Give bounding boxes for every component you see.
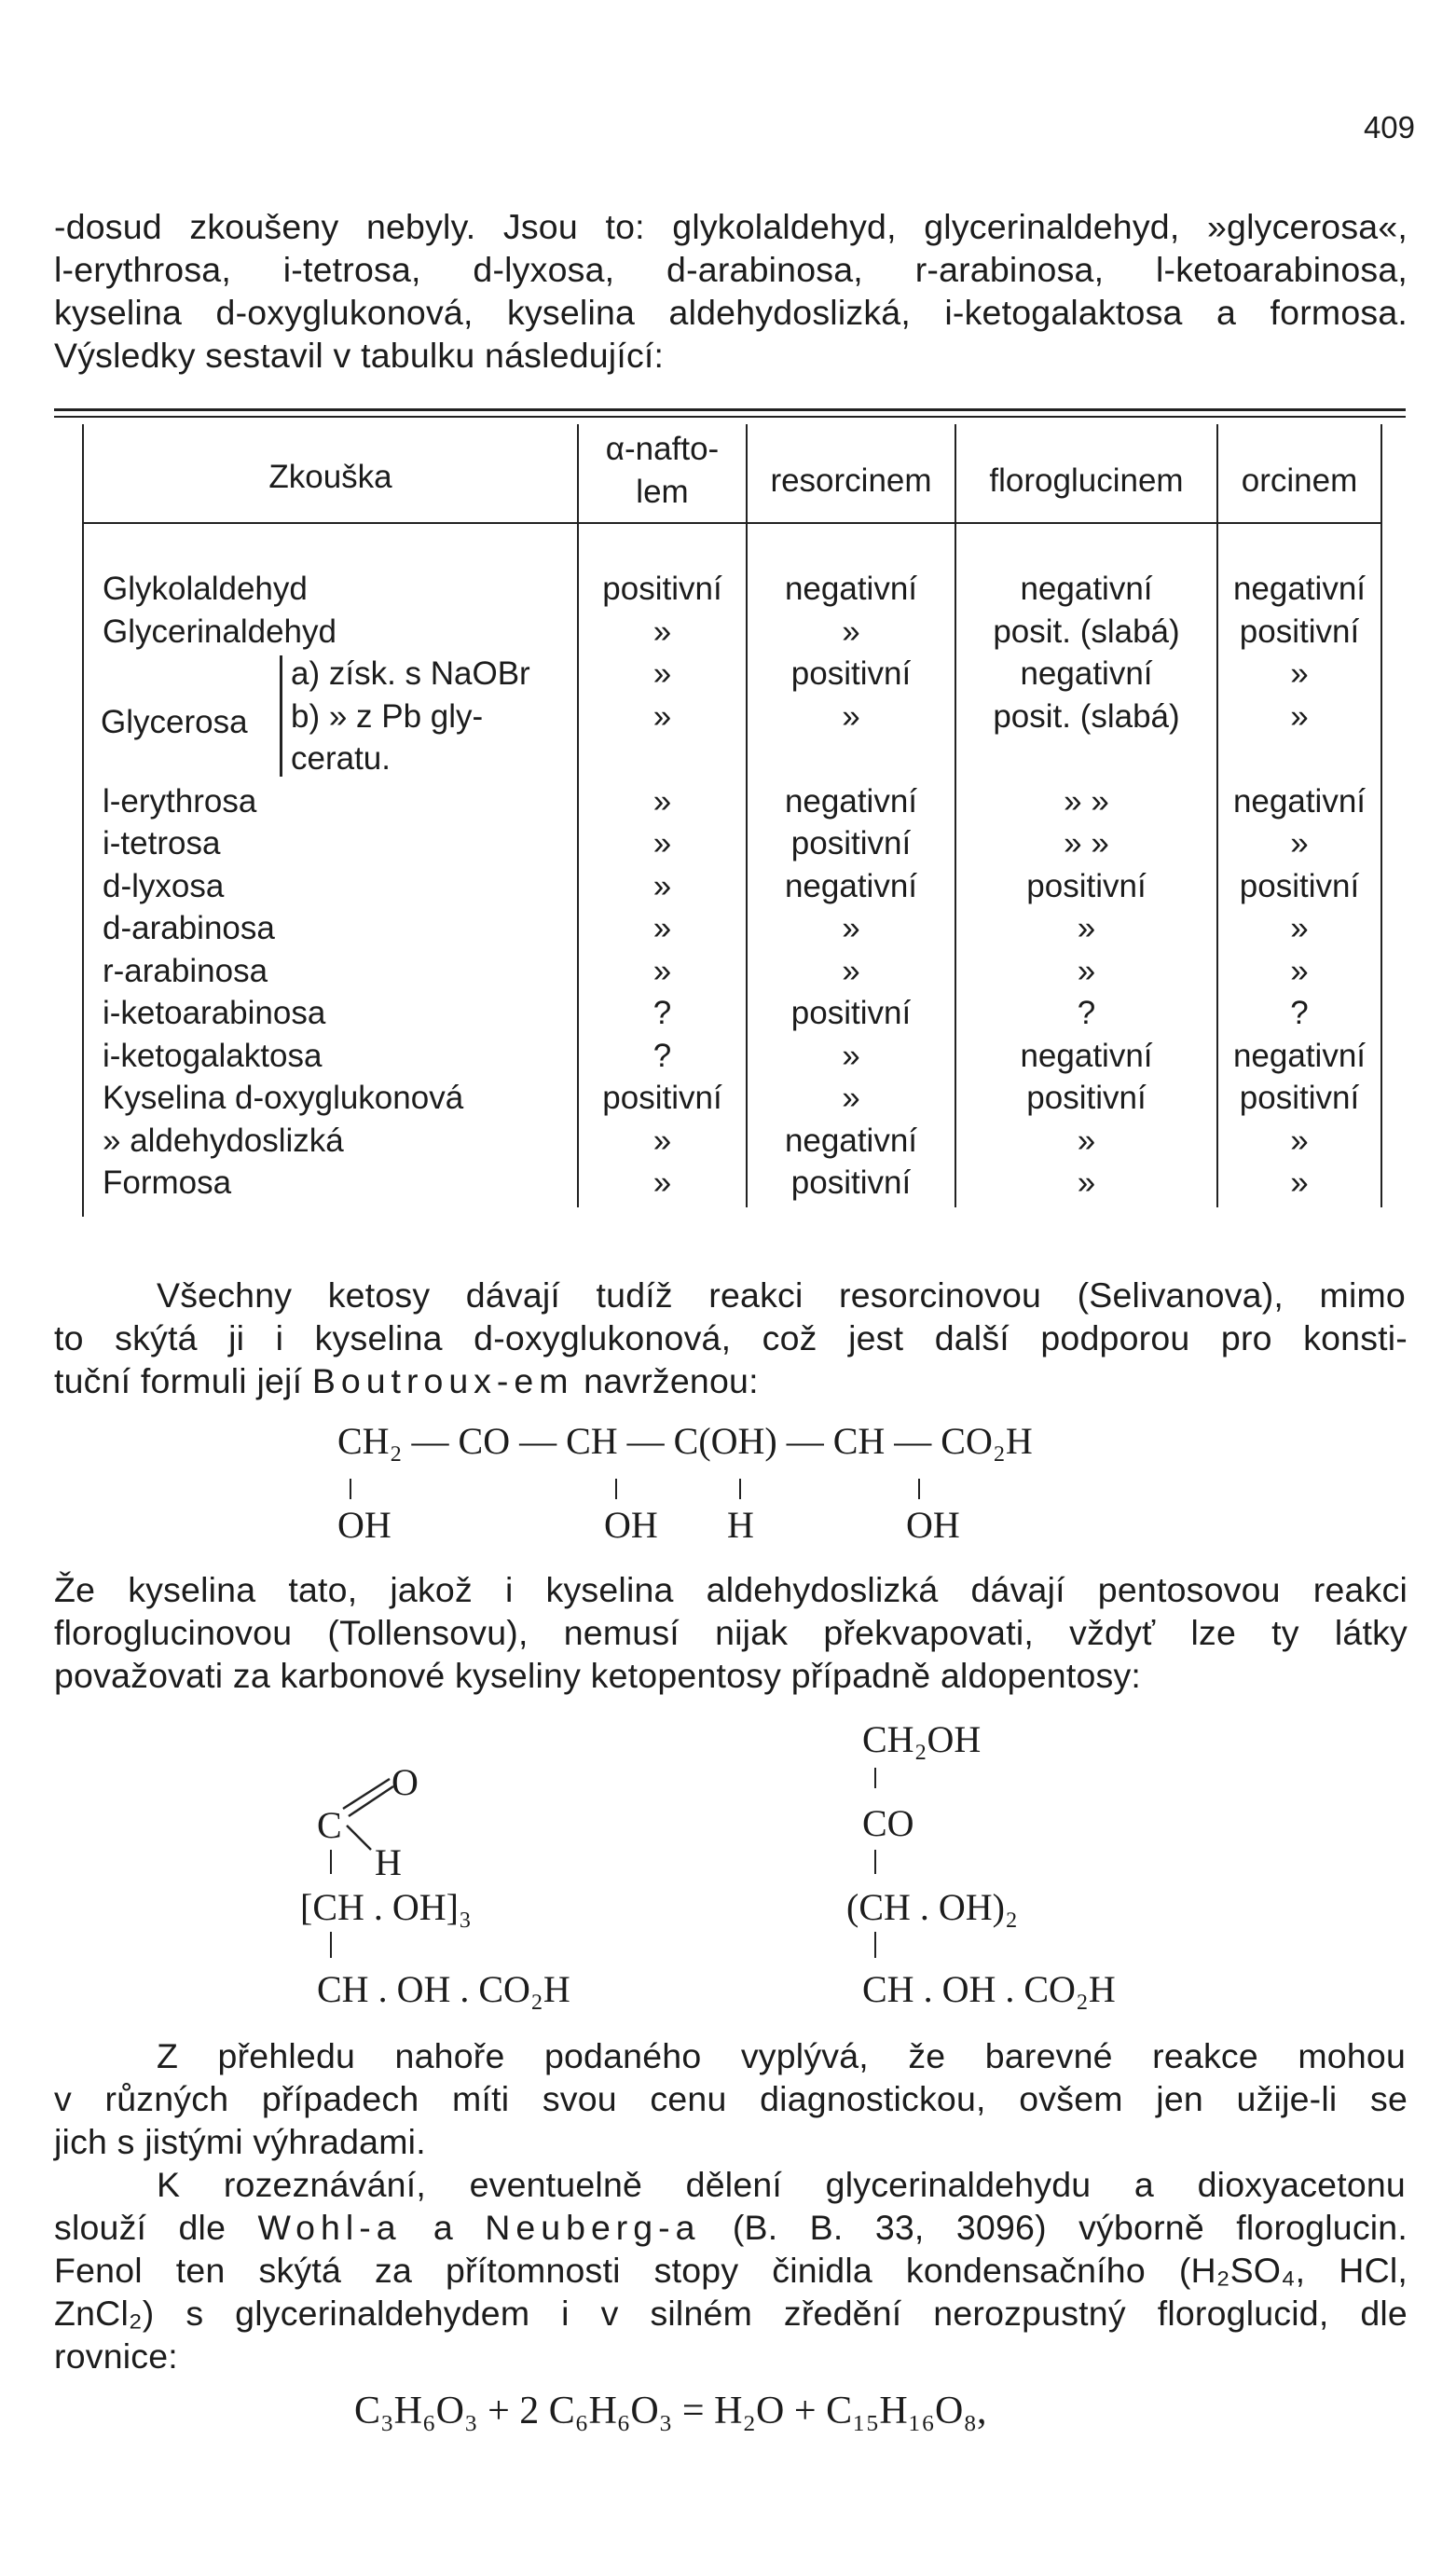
table-row-label: ceratu. [291,740,391,777]
table-cell: » [1077,910,1096,946]
table-cell: positivní [1026,1080,1147,1116]
table-cell: negativní [1232,1037,1367,1074]
page-number: 409 [1363,110,1415,145]
formula2-left-bond-1 [330,1850,332,1874]
para2-line-1: Všechny ketosy dávají tudíž reakci resorcinovou (Selivanova), mimo [157,1275,1406,1315]
table-row-label: a) získ. s NaOBr [291,655,530,692]
table-cell: positivní [1026,867,1147,904]
table-cell: » [842,697,860,735]
table-cell: negativní [784,782,918,820]
para5-text-c: (B. B. 33, 3096) výborně floroglucin. [732,2208,1408,2247]
formula1-h: H [727,1504,754,1546]
formula2-left-chohn: [CH . OH]₃ [300,1886,472,1928]
table-cell: » [1077,1122,1096,1159]
para5-text-a: slouží dle [54,2208,227,2247]
formula2-left-c: C [317,1804,342,1846]
table-cell: ? [652,1037,672,1074]
para2-line-2: to skýtá ji i kyselina d-oxyglukonová, což jest další podporou pro konsti- [54,1318,1408,1357]
table-cell: ? [1077,995,1096,1031]
table-top-rule [54,408,1406,411]
table-cell: positivní [602,571,722,607]
formula2-right-bond-3 [874,1932,876,1958]
table-cell: » [1077,1164,1096,1201]
table-top-rule-2 [54,416,1406,418]
table-cell: positivní [602,1080,722,1116]
para4-line-1: Z přehledu nahoře podaného vyplývá, že barevné reakce mohou [157,2036,1406,2075]
table-cell: » [1290,1122,1309,1159]
formula2-left-h: H [375,1841,402,1883]
table-cell: positivní [790,1164,912,1201]
formula2-left-o: O [391,1761,419,1803]
para5-line-2 [54,2208,1408,2248]
intro-line-4: Výsledky sestavil v tabulku následující: [54,336,665,375]
table-row-label: d-arabinosa [103,910,275,946]
para3-line-2: floroglucinovou (Tollensovu), nemusí nijak překvapovati, vždyť lze ty látky [54,1613,1408,1652]
table-cell: » [842,1080,860,1116]
header-naftolem-1: α-nafto- [605,431,720,467]
table-cell: » » [1064,782,1109,820]
formula1-bond-4 [918,1479,920,1499]
para4-line-3: jich s jistými výhradami. [54,2122,426,2161]
table-vline-right [1380,424,1382,1207]
para2-line-3 [54,1361,1408,1401]
table-cell: ? [1290,995,1309,1031]
formula2-left-bond-2 [330,1932,332,1958]
para3-line-1: Že kyselina tato, jakož i kyselina aldehydoslizká dávají pentosovou reakci [54,1570,1408,1609]
formula2-right-bottom: CH . OH . CO₂H [862,1968,1116,2010]
formula2-left-bottom: CH . OH . CO₂H [317,1968,570,2010]
table-cell: posit. (slabá) [993,697,1180,735]
para3-line-3: považovati za karbonové kyseliny ketopentosy případně aldopentosy: [54,1656,1142,1695]
formula2-right-bond-2 [874,1850,876,1874]
table-row-label: i-tetrosa [103,825,221,861]
intro-line-3: kyselina d-oxyglukonová, kyselina aldehydoslizká, i-ketogalaktosa a formosa. [54,293,1408,332]
table-row-label: Glykolaldehyd [103,571,308,607]
table-cell: negativní [1232,571,1367,607]
table-cell: » [1290,825,1309,861]
table-cell: » [652,655,672,692]
table-row-label: i-ketoarabinosa [103,995,326,1031]
formula1-oh-1: OH [337,1504,391,1546]
para5-line-1: K rozeznávání, eventuelně dělení glycerinaldehydu a dioxyacetonu [157,2165,1406,2204]
header-floroglucinem: floroglucinem [989,462,1184,499]
glycerosa-bracket [280,655,282,777]
table-cell: » [652,697,672,735]
para2-tail: navrženou: [584,1361,759,1400]
table-header-rule [84,522,1381,524]
table-row-label: Formosa [103,1164,232,1201]
table-row-label: i-ketogalaktosa [103,1037,323,1074]
table-cell: posit. (slabá) [993,613,1180,650]
table-cell: » [1290,952,1309,989]
table-cell: » [1077,952,1096,989]
header-zkouska: Zkouška [268,459,392,495]
table-cell: » [652,1122,672,1159]
formula1-oh-3: OH [906,1504,960,1546]
table-cell: » [652,910,672,946]
glycerosa-label: Glycerosa [101,704,248,740]
intro-line-2: l-erythrosa, i-tetrosa, d-lyxosa, d-arabinosa, r-arabinosa, l-ketoarabinosa, [54,250,1408,289]
table-cell: negativní [784,867,918,904]
table-cell: » [842,952,860,989]
formula1-bond-1 [350,1479,351,1499]
table-cell: » [652,782,672,820]
table-row-label: d-lyxosa [103,867,225,904]
para4-line-2: v různých případech míti svou cenu diagnostickou, ovšem jen užije-li se [54,2079,1408,2118]
table-cell: positivní [1239,1080,1360,1116]
table-cell: » [1290,1164,1309,1201]
para5-line-3: Fenol ten skýtá za přítomnosti stopy činidla kondensačního (H₂SO₄, HCl, [54,2251,1408,2290]
formula2-right-bond-1 [874,1768,876,1788]
para5-line-4: ZnCl₂) s glycerinaldehydem i v silném zředění nerozpustný floroglucid, dle [54,2294,1408,2333]
table-cell: » [652,867,672,904]
formula2-right-ch2oh: CH₂OH [862,1718,982,1760]
table-cell: positivní [1239,867,1360,904]
table-cell: » [842,1037,860,1074]
table-row-label: Glycerinaldehyd [103,613,337,650]
table-cell: positivní [790,655,912,692]
author-boutroux: Boutroux-em [311,1361,574,1400]
para5-line-5: rovnice: [54,2336,178,2376]
table-row-label: l-erythrosa [103,782,257,820]
table-cell: negativní [1232,782,1367,820]
table-cell: negativní [784,1122,918,1159]
table-row-label: Kyselina d-oxyglukonová [103,1080,464,1116]
table-cell: » » [1064,825,1109,861]
table-cell: » [652,825,672,861]
author-wohl: Wohl-a [257,2208,402,2247]
table-cell: » [652,613,672,650]
table-row-label: b) » z Pb gly- [291,697,484,735]
formula1-bond-2 [615,1479,617,1499]
table-cell: positivní [1239,613,1360,650]
table-cell: » [1290,655,1309,692]
table-cell: positivní [790,825,912,861]
table-cell: » [842,613,860,650]
formula1-bond-3 [739,1479,741,1499]
para2-text: tuční formuli její [54,1361,303,1400]
table-cell: » [652,952,672,989]
author-neuberg: Neuberg-a [485,2208,701,2247]
formula1-oh-2: OH [604,1504,658,1546]
table-cell: » [1290,910,1309,946]
table-cell: positivní [790,995,912,1031]
table-row-label: » aldehydoslizká [103,1122,344,1159]
header-naftolem-2: lem [636,474,689,510]
table-cell: ? [652,995,672,1031]
equation: C₃H₆O₃ + 2 C₆H₆O₃ = H₂O + C₁₅H₁₆O₈, [354,2390,987,2432]
table-cell: negativní [1020,1037,1153,1074]
table-vline-left [82,424,84,1217]
intro-line-1: -dosud zkoušeny nebyly. Jsou to: glykolaldehyd, glycerinaldehyd, »glycerosa«, [54,207,1408,246]
formula2-right-co: CO [862,1802,914,1844]
table-cell: » [652,1164,672,1201]
formula1-chain: CH₂ — CO — CH — C(OH) — CH — CO₂H [337,1420,1033,1462]
table-cell: negativní [1020,571,1153,607]
header-orcinem: orcinem [1241,462,1358,499]
para5-text-b: a [433,2208,453,2247]
table-cell: negativní [784,571,918,607]
formula2-right-chohn: (CH . OH)₂ [846,1886,1018,1928]
table-cell: negativní [1020,655,1153,692]
header-resorcinem: resorcinem [770,462,932,499]
table-cell: » [842,910,860,946]
table-cell: » [1290,697,1309,735]
table-row-label: r-arabinosa [103,952,268,989]
